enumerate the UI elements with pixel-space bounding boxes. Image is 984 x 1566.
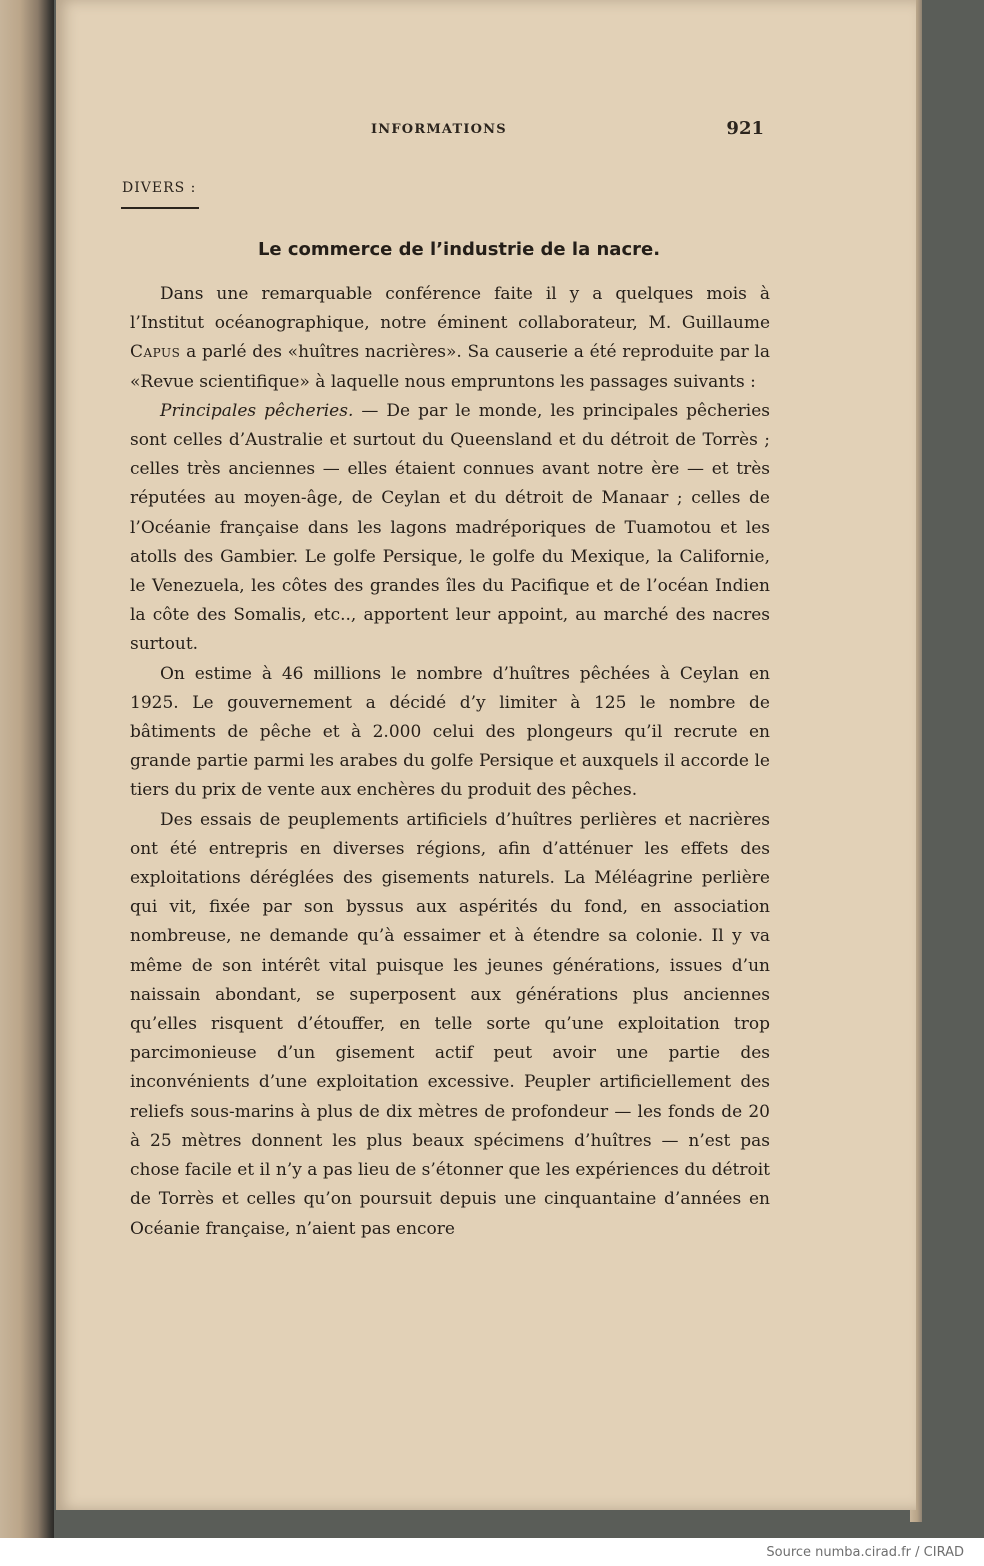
- paragraph-2-heading: Principales pêcheries.: [160, 400, 354, 421]
- paragraph-4: Des essais de peuplements artificiels d’huîtres perlières et nacrières ont été entrepris en diverses régions, afin d’atténuer les effets des exploitations déréglées des gisements naturels. La Méléagrine perlière qui vit, fixée par son byssus aux aspérités du fond, en association nombreuse, ne demande qu’à essaimer et à étendre sa colonie. Il y va même de son intérêt vital puisque les jeunes générations, issues d’un naissain abondant, se superposent aux générations plus anciennes qu’elles risquent d’étouffer, en telle sorte qu’une exploitation trop parcimonieuse d’un gisement actif peut avoir une partie des inconvénients d’une exploitation excessive. Peupler artificiellement des reliefs sous-marins à plus de dix mètres de profondeur — les fonds de 20 à 25 mètres donnent les plus beaux spécimens d’huîtres — n’est pas chose facile et il n’y a pas lieu de s’étonner que les expériences du détroit de Torrès et celles qu’on poursuit depuis une cinquantaine d’années en Océanie française, n’aient pas encore: [130, 809, 770, 1239]
- paragraph-1-text-a: Dans une remarquable conférence faite il y a quelques mois à l’Institut océanographique, notre éminent collaborateur, M. Guillaume: [130, 284, 770, 334]
- author-name: Capus: [130, 342, 181, 363]
- running-header: [116, 118, 764, 144]
- paragraph-3: On estime à 46 millions le nombre d’huîtres pêchées à Ceylan en 1925. Le gouvernement a décidé d’y limiter à 125 le nombre de bâtiments de pêche et à 2.000 celui des plongeurs qu’il recrute en grande partie parmi les arabes du golfe Persique et auxquels il accorde le tiers du prix de vente aux enchères du produit des pêches.: [130, 663, 770, 801]
- article-title: Le commerce de l’industrie de la nacre.: [257, 239, 661, 260]
- section-underline: [121, 207, 199, 209]
- paragraph-2-text: — De par le monde, les principales pêcheries sont celles d’Australie et surtout du Queensland et du détroit de Torrès ; celles très anciennes — elles étaient connues avant notre ère — et très réputées au moyen-âge, de Ceylan et du détroit de Manaar ; celles de l’Océanie française dans les lagons madréporiques de Tuamotou et les atolls des Gambier. Le golfe Persique, le golfe du Mexique, la Californie, le Venezuela, les côtes des grandes îles du Pacifique et de l’océan Indien la côte des Somalis, etc.., apportent leur appoint, au marché des nacres surtout.: [130, 400, 770, 655]
- source-credit: Source numba.cirad.fr / CIRAD: [766, 1545, 964, 1560]
- article-body: [130, 280, 770, 1244]
- running-header-title: INFORMATIONS: [371, 122, 507, 137]
- page-number: 921: [726, 118, 764, 139]
- paragraph-1-text-b: a parlé des «huîtres nacrières». Sa causerie a été reproduite par la «Revue scientifique» à laquelle nous empruntons les passages suivants :: [130, 342, 770, 392]
- paragraph-2: [130, 397, 770, 660]
- paragraph-1: [130, 280, 770, 397]
- section-label: DIVERS :: [122, 180, 197, 196]
- previous-page-edge: [0, 0, 54, 1538]
